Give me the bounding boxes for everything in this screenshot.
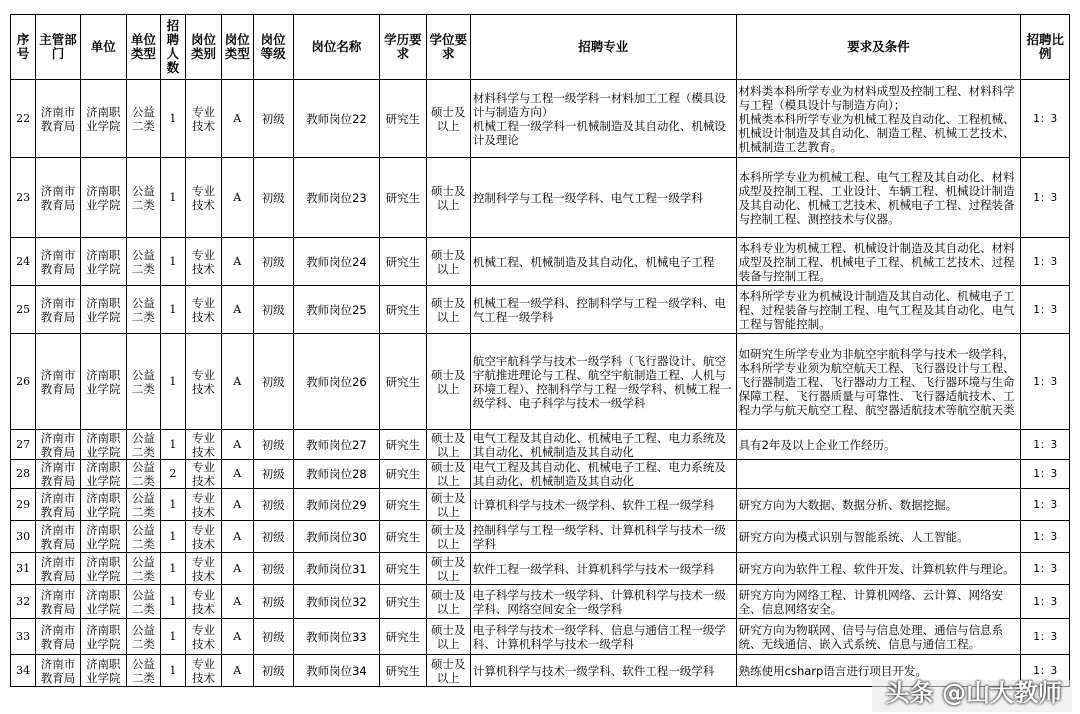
cell-ratio: 1：3 [1021, 585, 1070, 619]
cell-dept: 济南市教育局 [36, 238, 80, 286]
cell-post-name: 教师岗位22 [293, 80, 379, 158]
cell-unit-type: 公益二类 [127, 286, 161, 334]
header-degree: 学位要求 [426, 15, 470, 80]
cell-post-name: 教师岗位34 [293, 655, 379, 687]
cell-seq: 27 [11, 430, 36, 460]
cell-post-type: A [221, 585, 253, 619]
cell-major: 材料科学与工程一级学科一材料加工工程（模具设计与制造方向） 机械工程一级学科一机械制造及其自动化、机械设计及理论 [470, 80, 736, 158]
cell-level: 初级 [253, 158, 293, 238]
cell-requirements: 本科所学专业为机械工程、电气工程及其自动化、材料成型及控制工程、工业设计、车辆工程、机械设计制造及其自动化、机械工艺技术、机械电子工程、过程装备与控制工程、测控技术与仪器。 [736, 158, 1021, 238]
cell-count: 1 [160, 585, 185, 619]
cell-education: 研究生 [380, 655, 426, 687]
cell-education: 研究生 [380, 158, 426, 238]
cell-category: 专业技术 [186, 553, 222, 585]
cell-unit: 济南职业学院 [80, 286, 126, 334]
cell-category: 专业技术 [186, 80, 222, 158]
cell-degree: 硕士及以上 [426, 585, 470, 619]
cell-ratio: 1：3 [1021, 655, 1070, 687]
cell-post-name: 教师岗位24 [293, 238, 379, 286]
cell-category: 专业技术 [186, 158, 222, 238]
header-seq: 序号 [11, 15, 36, 80]
cell-unit: 济南职业学院 [80, 489, 126, 521]
cell-degree: 硕士及以上 [426, 619, 470, 655]
cell-post-type: A [221, 553, 253, 585]
cell-unit-type: 公益二类 [127, 334, 161, 430]
cell-requirements: 研究方向为网络工程、计算机网络、云计算、网络安全、信息网络安全。 [736, 585, 1021, 619]
header-ratio: 招聘比例 [1021, 15, 1070, 80]
header-row [11, 15, 1070, 80]
cell-post-type: A [221, 655, 253, 687]
cell-dept: 济南市教育局 [36, 619, 80, 655]
cell-count: 1 [160, 238, 185, 286]
cell-seq: 23 [11, 158, 36, 238]
cell-level: 初级 [253, 238, 293, 286]
cell-ratio: 1：3 [1021, 80, 1070, 158]
cell-level: 初级 [253, 334, 293, 430]
cell-seq: 25 [11, 286, 36, 334]
cell-major: 电子科学与技术一级学科、计算机科学与技术一级学科、网络空间安全一级学科 [470, 585, 736, 619]
header-dept: 主管部门 [36, 15, 80, 80]
cell-ratio: 1：3 [1021, 553, 1070, 585]
cell-education: 研究生 [380, 553, 426, 585]
cell-degree: 硕士及以上 [426, 655, 470, 687]
cell-post-name: 教师岗位26 [293, 334, 379, 430]
cell-requirements: 本科所学专业为机械设计制造及其自动化、机械电子工程、过程装备与控制工程、电气工程及其自动化、电气工程与智能控制。 [736, 286, 1021, 334]
cell-level: 初级 [253, 430, 293, 460]
cell-level: 初级 [253, 286, 293, 334]
cell-unit: 济南职业学院 [80, 430, 126, 460]
cell-degree: 硕士及以上 [426, 489, 470, 521]
cell-level: 初级 [253, 619, 293, 655]
cell-unit: 济南职业学院 [80, 158, 126, 238]
cell-seq: 29 [11, 489, 36, 521]
table-row [11, 553, 1070, 585]
cell-seq: 26 [11, 334, 36, 430]
cell-post-name: 教师岗位27 [293, 430, 379, 460]
table-row [11, 460, 1070, 489]
cell-dept: 济南市教育局 [36, 585, 80, 619]
cell-unit-type: 公益二类 [127, 238, 161, 286]
header-level: 岗位等级 [253, 15, 293, 80]
cell-ratio: 1：3 [1021, 238, 1070, 286]
cell-dept: 济南市教育局 [36, 489, 80, 521]
cell-ratio: 1：3 [1021, 334, 1070, 430]
cell-requirements: 熟练使用csharp语言进行项目开发。 [736, 655, 1021, 687]
cell-seq: 32 [11, 585, 36, 619]
cell-dept: 济南市教育局 [36, 521, 80, 553]
cell-requirements: 研究方向为大数据、数据分析、数据挖掘。 [736, 489, 1021, 521]
cell-dept: 济南市教育局 [36, 286, 80, 334]
cell-count: 1 [160, 489, 185, 521]
cell-seq: 31 [11, 553, 36, 585]
cell-education: 研究生 [380, 585, 426, 619]
cell-post-type: A [221, 286, 253, 334]
cell-major: 计算机科学与技术一级学科、软件工程一级学科 [470, 489, 736, 521]
cell-dept: 济南市教育局 [36, 553, 80, 585]
cell-requirements: 研究方向为物联网、信号与信息处理、通信与信息系统、无线通信、嵌入式系统、信息与通信工程。 [736, 619, 1021, 655]
cell-major: 电气工程及其自动化、机械电子工程、电力系统及其自动化、机械制造及其自动化 [470, 460, 736, 489]
cell-requirements: 材料类本科所学专业为材料成型及控制工程、材料科学与工程（模具设计与制造方向）； 机械类本科所学专业为机械工程及自动化、工程机械、机械设计制造及其自动化、制造工程、机械工艺技术、机械制造工艺教育。 [736, 80, 1021, 158]
cell-major: 电气工程及其自动化、机械电子工程、电力系统及其自动化、机械制造及其自动化 [470, 430, 736, 460]
cell-education: 研究生 [380, 460, 426, 489]
cell-education: 研究生 [380, 430, 426, 460]
table-row [11, 619, 1070, 655]
cell-requirements: 具有2年及以上企业工作经历。 [736, 430, 1021, 460]
cell-seq: 22 [11, 80, 36, 158]
cell-ratio: 1：3 [1021, 286, 1070, 334]
cell-unit: 济南职业学院 [80, 619, 126, 655]
header-education: 学历要求 [380, 15, 426, 80]
cell-unit-type: 公益二类 [127, 489, 161, 521]
cell-unit-type: 公益二类 [127, 430, 161, 460]
cell-count: 2 [160, 460, 185, 489]
cell-seq: 28 [11, 460, 36, 489]
cell-category: 专业技术 [186, 585, 222, 619]
cell-dept: 济南市教育局 [36, 80, 80, 158]
cell-unit-type: 公益二类 [127, 553, 161, 585]
cell-level: 初级 [253, 521, 293, 553]
cell-degree: 硕士及以上 [426, 460, 470, 489]
header-post-name: 岗位名称 [293, 15, 379, 80]
cell-dept: 济南市教育局 [36, 430, 80, 460]
cell-category: 专业技术 [186, 286, 222, 334]
cell-level: 初级 [253, 553, 293, 585]
cell-ratio: 1：3 [1021, 158, 1070, 238]
cell-unit-type: 公益二类 [127, 619, 161, 655]
cell-post-name: 教师岗位32 [293, 585, 379, 619]
cell-category: 专业技术 [186, 460, 222, 489]
cell-post-type: A [221, 80, 253, 158]
cell-category: 专业技术 [186, 334, 222, 430]
cell-post-type: A [221, 521, 253, 553]
cell-degree: 硕士及以上 [426, 521, 470, 553]
table-row [11, 585, 1070, 619]
table-row [11, 334, 1070, 430]
cell-requirements: 研究方向为软件工程、软件开发、计算机软件与理论。 [736, 553, 1021, 585]
cell-level: 初级 [253, 655, 293, 687]
cell-level: 初级 [253, 585, 293, 619]
cell-dept: 济南市教育局 [36, 460, 80, 489]
cell-unit-type: 公益二类 [127, 460, 161, 489]
cell-ratio: 1：3 [1021, 521, 1070, 553]
cell-level: 初级 [253, 460, 293, 489]
cell-post-name: 教师岗位28 [293, 460, 379, 489]
cell-post-type: A [221, 238, 253, 286]
header-major: 招聘专业 [470, 15, 736, 80]
cell-level: 初级 [253, 80, 293, 158]
cell-ratio: 1：3 [1021, 430, 1070, 460]
cell-unit: 济南职业学院 [80, 553, 126, 585]
cell-degree: 硕士及以上 [426, 80, 470, 158]
cell-requirements: 如研究生所学专业为非航空宇航科学与技术一级学科，本科所学专业须为航空航天工程、飞行器设计与工程、飞行器制造工程、飞行器动力工程、飞行器环境与生命保障工程、飞行器质量与可靠性、飞行器适航技术、工程力学与航天航空工程、航空器适航技术等航空航天类 [736, 334, 1021, 430]
cell-requirements: 本科专业为机械工程、机械设计制造及其自动化、材料成型及控制工程、机械电子工程、机械工艺技术、过程装备与控制工程。 [736, 238, 1021, 286]
cell-unit-type: 公益二类 [127, 521, 161, 553]
cell-count: 1 [160, 430, 185, 460]
cell-ratio: 1：3 [1021, 619, 1070, 655]
cell-level: 初级 [253, 489, 293, 521]
cell-category: 专业技术 [186, 238, 222, 286]
cell-unit: 济南职业学院 [80, 80, 126, 158]
cell-unit-type: 公益二类 [127, 158, 161, 238]
cell-major: 控制科学与工程一级学科、电气工程一级学科 [470, 158, 736, 238]
cell-count: 1 [160, 619, 185, 655]
header-requirements: 要求及条件 [736, 15, 1021, 80]
cell-unit: 济南职业学院 [80, 655, 126, 687]
cell-post-name: 教师岗位25 [293, 286, 379, 334]
cell-major: 航空宇航科学与技术一级学科（飞行器设计、航空宇航推进理论与工程、航空宇航制造工程、人机与环境工程）、控制科学与工程一级学科、机械工程一级学科、电子科学与技术一级学科 [470, 334, 736, 430]
cell-unit: 济南职业学院 [80, 334, 126, 430]
cell-seq: 24 [11, 238, 36, 286]
cell-category: 专业技术 [186, 655, 222, 687]
header-count: 招聘人数 [160, 15, 185, 80]
cell-major: 电子科学与技术一级学科、信息与通信工程一级学科、计算机科学与技术一级学科 [470, 619, 736, 655]
cell-count: 1 [160, 655, 185, 687]
cell-major: 计算机科学与技术一级学科、软件工程一级学科 [470, 655, 736, 687]
cell-major: 机械工程、机械制造及其自动化、机械电子工程 [470, 238, 736, 286]
cell-seq: 34 [11, 655, 36, 687]
cell-category: 专业技术 [186, 489, 222, 521]
header-category: 岗位类别 [186, 15, 222, 80]
header-unit-type: 单位类型 [127, 15, 161, 80]
cell-education: 研究生 [380, 489, 426, 521]
cell-post-type: A [221, 334, 253, 430]
cell-unit-type: 公益二类 [127, 655, 161, 687]
cell-post-name: 教师岗位29 [293, 489, 379, 521]
cell-education: 研究生 [380, 521, 426, 553]
cell-count: 1 [160, 521, 185, 553]
cell-education: 研究生 [380, 80, 426, 158]
cell-ratio: 1：3 [1021, 489, 1070, 521]
cell-count: 1 [160, 334, 185, 430]
cell-dept: 济南市教育局 [36, 334, 80, 430]
cell-post-name: 教师岗位23 [293, 158, 379, 238]
cell-unit: 济南职业学院 [80, 238, 126, 286]
cell-category: 专业技术 [186, 430, 222, 460]
cell-major: 机械工程一级学科、控制科学与工程一级学科、电气工程一级学科 [470, 286, 736, 334]
cell-degree: 硕士及以上 [426, 334, 470, 430]
table-row [11, 80, 1070, 158]
cell-post-type: A [221, 489, 253, 521]
table-row [11, 286, 1070, 334]
cell-seq: 33 [11, 619, 36, 655]
cell-degree: 硕士及以上 [426, 286, 470, 334]
table-row [11, 521, 1070, 553]
cell-dept: 济南市教育局 [36, 158, 80, 238]
cell-seq: 30 [11, 521, 36, 553]
cell-requirements [736, 460, 1021, 489]
cell-category: 专业技术 [186, 619, 222, 655]
cell-post-name: 教师岗位31 [293, 553, 379, 585]
cell-category: 专业技术 [186, 521, 222, 553]
cell-post-type: A [221, 619, 253, 655]
cell-education: 研究生 [380, 334, 426, 430]
cell-count: 1 [160, 158, 185, 238]
cell-post-type: A [221, 460, 253, 489]
cell-count: 1 [160, 80, 185, 158]
table-row [11, 238, 1070, 286]
cell-unit-type: 公益二类 [127, 80, 161, 158]
cell-unit: 济南职业学院 [80, 585, 126, 619]
cell-post-type: A [221, 158, 253, 238]
cell-degree: 硕士及以上 [426, 553, 470, 585]
cell-post-name: 教师岗位33 [293, 619, 379, 655]
cell-major: 控制科学与工程一级学科、计算机科学与技术一级学科 [470, 521, 736, 553]
header-unit: 单位 [80, 15, 126, 80]
cell-degree: 硕士及以上 [426, 238, 470, 286]
cell-post-type: A [221, 430, 253, 460]
cell-degree: 硕士及以上 [426, 158, 470, 238]
table-row [11, 158, 1070, 238]
cell-major: 软件工程一级学科、计算机科学与技术一级学科 [470, 553, 736, 585]
cell-count: 1 [160, 286, 185, 334]
cell-education: 研究生 [380, 238, 426, 286]
watermark-text: 头条 @山大教师 [885, 679, 1062, 707]
cell-requirements: 研究方向为模式识别与智能系统、人工智能。 [736, 521, 1021, 553]
cell-unit-type: 公益二类 [127, 585, 161, 619]
table-row [11, 489, 1070, 521]
cell-degree: 硕士及以上 [426, 430, 470, 460]
table-row [11, 430, 1070, 460]
header-post-type: 岗位类型 [221, 15, 253, 80]
recruitment-table [10, 14, 1070, 687]
cell-dept: 济南市教育局 [36, 655, 80, 687]
cell-unit: 济南职业学院 [80, 521, 126, 553]
cell-count: 1 [160, 553, 185, 585]
cell-education: 研究生 [380, 619, 426, 655]
cell-education: 研究生 [380, 286, 426, 334]
cell-ratio: 1：3 [1021, 460, 1070, 489]
cell-post-name: 教师岗位30 [293, 521, 379, 553]
cell-unit: 济南职业学院 [80, 460, 126, 489]
